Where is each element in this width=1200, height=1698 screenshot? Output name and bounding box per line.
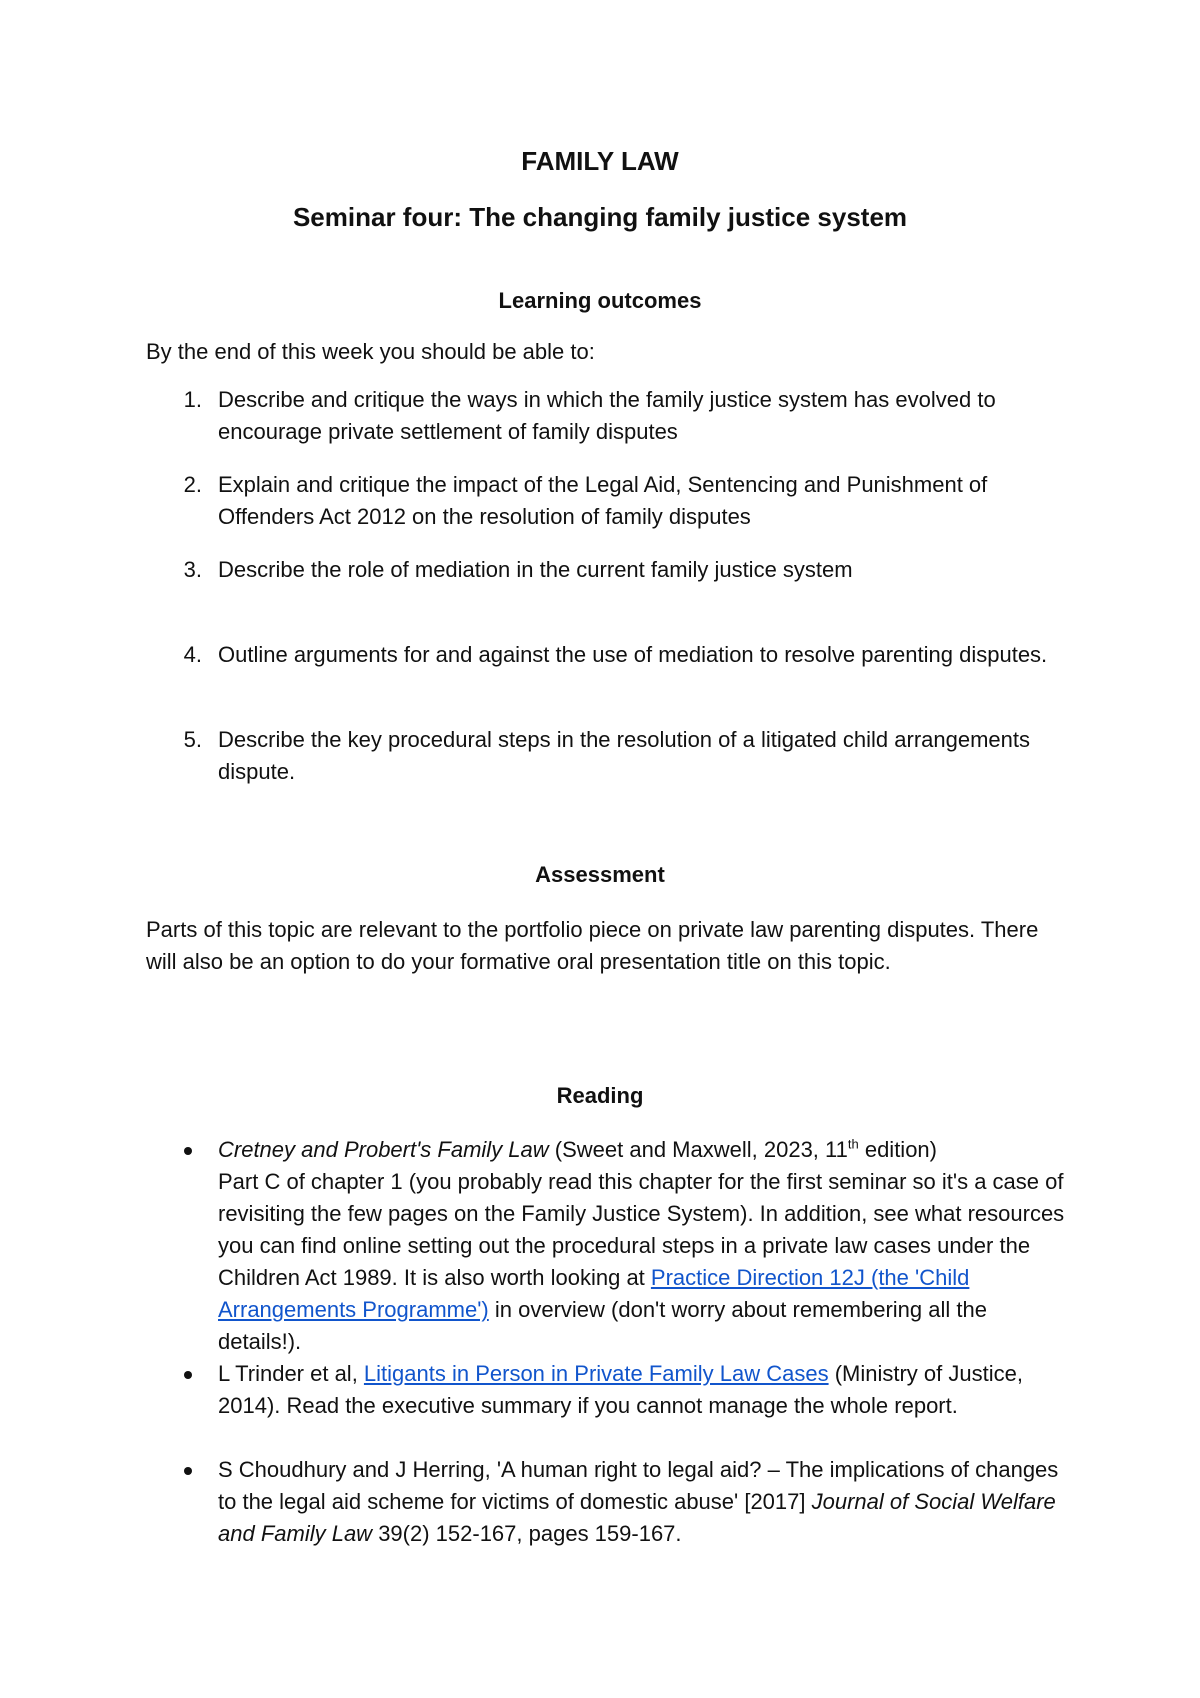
assessment-heading: Assessment — [535, 862, 665, 887]
bullet-icon — [184, 1467, 192, 1475]
book-title: Cretney and Probert's Family Law — [218, 1137, 549, 1162]
course-title: FAMILY LAW — [521, 146, 679, 176]
outcome-number: 5. — [183, 727, 202, 752]
outcome-number: 1. — [183, 387, 202, 412]
article-citation: S Choudhury and J Herring, 'A human right to legal aid? – The implications of changes to the legal aid scheme for victims of domestic abuse' [2017] — [218, 1457, 1059, 1514]
learning-outcomes-heading: Learning outcomes — [498, 288, 702, 313]
reading-description: Part C of chapter 1 (you probably read this chapter for the first seminar so it's a case of revisiting the few pages on the Family Justice System). In addition, see what resources you can find online setting out the procedural steps in a private law cases under the Children Act 1989. It is also worth looking at — [218, 1169, 1065, 1290]
bullet-icon — [184, 1147, 192, 1155]
reading-item-text — [218, 1454, 1066, 1550]
publication-info-end: edition) — [858, 1137, 937, 1162]
outcome-text: Describe the key procedural steps in the resolution of a litigated child arrangements dispute. — [218, 727, 1031, 784]
reading-item-text — [218, 1134, 1066, 1358]
learning-outcomes-intro: By the end of this week you should be able to: — [146, 339, 595, 364]
author: L Trinder et al, — [218, 1361, 364, 1386]
citation-pages: 39(2) 152-167, pages 159-167. — [372, 1521, 682, 1546]
reading-heading: Reading — [556, 1083, 644, 1108]
outcome-text: Describe and critique the ways in which the family justice system has evolved to encourage private settlement of family disputes — [218, 387, 996, 444]
edition-superscript: th — [847, 1136, 859, 1152]
outcome-text: Outline arguments for and against the use of mediation to resolve parenting disputes. — [218, 642, 1048, 667]
outcome-text: Describe the role of mediation in the current family justice system — [218, 557, 853, 582]
reading-item-text — [218, 1358, 1066, 1422]
seminar-title: Seminar four: The changing family justice system — [292, 202, 908, 232]
outcome-number: 2. — [183, 472, 202, 497]
litigants-report-link[interactable]: Litigants in Person in Private Family Law Cases — [363, 1361, 829, 1386]
practice-direction-link[interactable]: Practice Direction 12J (the 'Child Arrangements Programme') — [218, 1265, 970, 1322]
assessment-text: Parts of this topic are relevant to the portfolio piece on private law parenting disputes. There will also be an option to do your formative oral presentation title on this topic. — [146, 917, 1039, 974]
outcome-text: Explain and critique the impact of the Legal Aid, Sentencing and Punishment of Offenders Act 2012 on the resolution of family disputes — [218, 472, 988, 529]
journal-title: Journal of Social Welfare and Family Law — [218, 1489, 1056, 1546]
publication-info: (Sweet and Maxwell, 2023, 11 — [548, 1137, 848, 1162]
reading-description-end: in overview (don't worry about remembering all the details!). — [218, 1297, 987, 1354]
reading-description: (Ministry of Justice, 2014). Read the executive summary if you cannot manage the whole report. — [218, 1361, 1023, 1418]
bullet-icon — [184, 1371, 192, 1379]
outcome-number: 4. — [183, 642, 202, 667]
outcome-number: 3. — [183, 557, 202, 582]
